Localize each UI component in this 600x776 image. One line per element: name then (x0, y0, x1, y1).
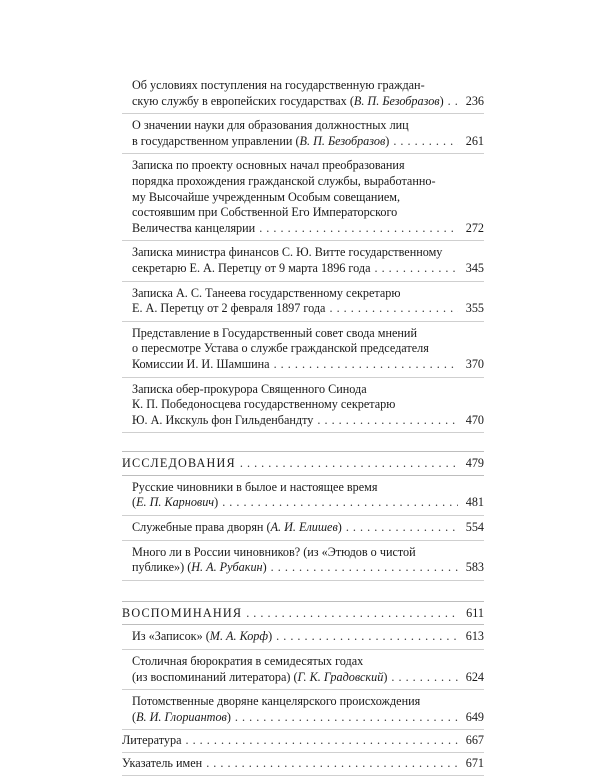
entry-line: Комиссии И. И. Шамшина (132, 356, 270, 371)
leader-dots (274, 357, 458, 373)
entry-author: В. И. Глориантов (136, 709, 227, 724)
entry-line: Много ли в России чиновников? (из «Этюдов о чистой (132, 544, 416, 559)
toc-entry-name-index[interactable] (122, 752, 484, 776)
entry-page: 613 (465, 629, 484, 644)
entry-line: скую службу в европейских государствах (132, 93, 347, 108)
entry-author: В. П. Безобразов (353, 93, 440, 108)
toc-entry[interactable] (122, 281, 484, 321)
entry-page: 261 (465, 133, 484, 148)
leader-dots (271, 560, 458, 576)
leader-dots (240, 456, 458, 472)
toc-top-group (122, 74, 484, 433)
entry-line: Записка по проекту основных начал преобразования (132, 158, 405, 173)
toc-entry[interactable] (122, 321, 484, 377)
entry-page: 236 (465, 93, 484, 108)
entry-page: 671 (465, 756, 484, 770)
toc-entry[interactable]: Русские чиновники в былое и настоящее время (Е. П. Карнович) . . . 481 (122, 476, 484, 515)
toc-entry-literature[interactable] (122, 730, 484, 752)
entry-line: Служебные права дворян (132, 520, 264, 535)
toc-entry[interactable]: Об условиях поступления на государственную граждан- скую службу в европейских государствах (В. П. Безобразов) . . . 236 (122, 74, 484, 113)
toc-tail (122, 730, 484, 775)
leader-dots (235, 710, 458, 726)
entry-line: О значении науки для образования должностных лиц (132, 118, 409, 133)
leader-dots (206, 756, 458, 772)
entry-line: Ю. А. Икскуль фон Гильденбандту (132, 412, 314, 427)
entry-page: 481 (465, 495, 484, 510)
entry-page: 583 (465, 560, 484, 575)
leader-dots (374, 261, 458, 277)
leader-dots (448, 94, 458, 110)
entry-page: 470 (465, 412, 484, 427)
entry-line: состоявшим при Собственной Его Императорского (132, 205, 398, 220)
leader-dots (346, 520, 458, 536)
leader-dots (391, 670, 458, 686)
leader-dots (276, 629, 458, 645)
section-page: 611 (466, 605, 484, 620)
entry-line: Представление в Государственный совет свода мнений (132, 325, 417, 340)
entry-page: 272 (465, 220, 484, 235)
toc-entry[interactable] (122, 377, 484, 433)
entry-line: Русские чиновники в былое и настоящее время (132, 479, 378, 494)
leader-dots (246, 606, 458, 622)
table-of-contents (122, 74, 484, 776)
entry-line: Е. А. Перетцу от 2 февраля 1897 года (132, 301, 326, 316)
entry-line: порядка прохождения гражданской службы, выработанно- (132, 173, 436, 188)
entry-line: в государственном управлении (132, 133, 293, 148)
toc-entry[interactable] (122, 153, 484, 240)
entry-line: Столичная бюрократия в семидесятых годах (132, 654, 364, 669)
entry-label: Литература (122, 733, 182, 748)
entry-line: Об условиях поступления на государственную граждан- (132, 78, 425, 92)
research-group (122, 476, 484, 581)
entry-author: М. А. Корф (209, 629, 269, 644)
toc-entry[interactable]: О значении науки для образования должностных лиц в государственном управлении (В. П. Безобразов) . . . 261 (122, 113, 484, 153)
entry-line: Из «Записок» (132, 629, 203, 644)
toc-entry[interactable]: Много ли в России чиновников? (из «Этюдов о чистой публике») (Н. А. Рубакин) . . . 583 (122, 540, 484, 580)
leader-dots (317, 413, 458, 429)
entry-page: 355 (465, 301, 484, 316)
entry-line: публике») (132, 560, 185, 575)
entry-line: му Высочайше учрежденным Особым совещанием, (132, 189, 401, 204)
entry-line: Записка А. С. Танеева государственному секретарю (132, 285, 401, 300)
leader-dots (185, 733, 458, 749)
toc-entry[interactable]: Служебные права дворян (А. И. Елишев) . . . 554 (122, 515, 484, 540)
entry-line: (из воспоминаний литератора) (132, 669, 291, 684)
entry-line: К. П. Победоносцева государственному секретарю (132, 397, 396, 412)
entry-page: 624 (465, 669, 484, 684)
entry-line: секретарю Е. А. Перетцу от 9 марта 1896 года (132, 260, 371, 275)
entry-author: В. П. Безобразов (299, 133, 386, 148)
entry-author: Е. П. Карнович (136, 495, 215, 510)
entry-page: 345 (465, 260, 484, 275)
entry-page: 649 (465, 709, 484, 724)
section-page: 479 (465, 456, 484, 471)
leader-dots (329, 301, 458, 317)
entry-page: 554 (465, 520, 484, 535)
entry-line: Записка министра финансов С. Ю. Витте государственному (132, 245, 443, 260)
entry-author: Г. К. Градовский (297, 669, 384, 684)
section-title: ИССЛЕДОВАНИЯ (122, 456, 236, 471)
toc-entry[interactable]: Потомственные дворяне канцелярского происхождения (В. И. Глориантов) . . . 649 (122, 689, 484, 729)
leader-dots (259, 221, 458, 237)
toc-entry[interactable]: Столичная бюрократия в семидесятых годах (из воспоминаний литератора) (Г. К. Градовский) . . . 624 (122, 649, 484, 689)
entry-line: Величества канцелярии (132, 220, 256, 235)
section-research[interactable] (122, 451, 484, 476)
section-title: ВОСПОМИНАНИЯ (122, 605, 243, 620)
entry-page: 370 (465, 356, 484, 371)
leader-dots (393, 134, 458, 150)
entry-line: Записка обер-прокурора Священного Синода (132, 381, 367, 396)
entry-author: Н. А. Рубакин (191, 560, 263, 575)
memoirs-group (122, 625, 484, 730)
toc-entry[interactable] (122, 240, 484, 280)
entry-line: Потомственные дворяне канцелярского происхождения (132, 694, 421, 709)
entry-line: о пересмотре Устава о службе гражданской председателя (132, 341, 429, 356)
toc-entry[interactable]: Из «Записок» (М. А. Корф) . . . 613 (122, 625, 484, 649)
entry-author: А. И. Елишев (270, 520, 338, 535)
entry-page: 667 (465, 733, 484, 748)
entry-label: Указатель имен (122, 756, 203, 770)
leader-dots (222, 495, 458, 511)
section-memoirs[interactable] (122, 601, 484, 626)
